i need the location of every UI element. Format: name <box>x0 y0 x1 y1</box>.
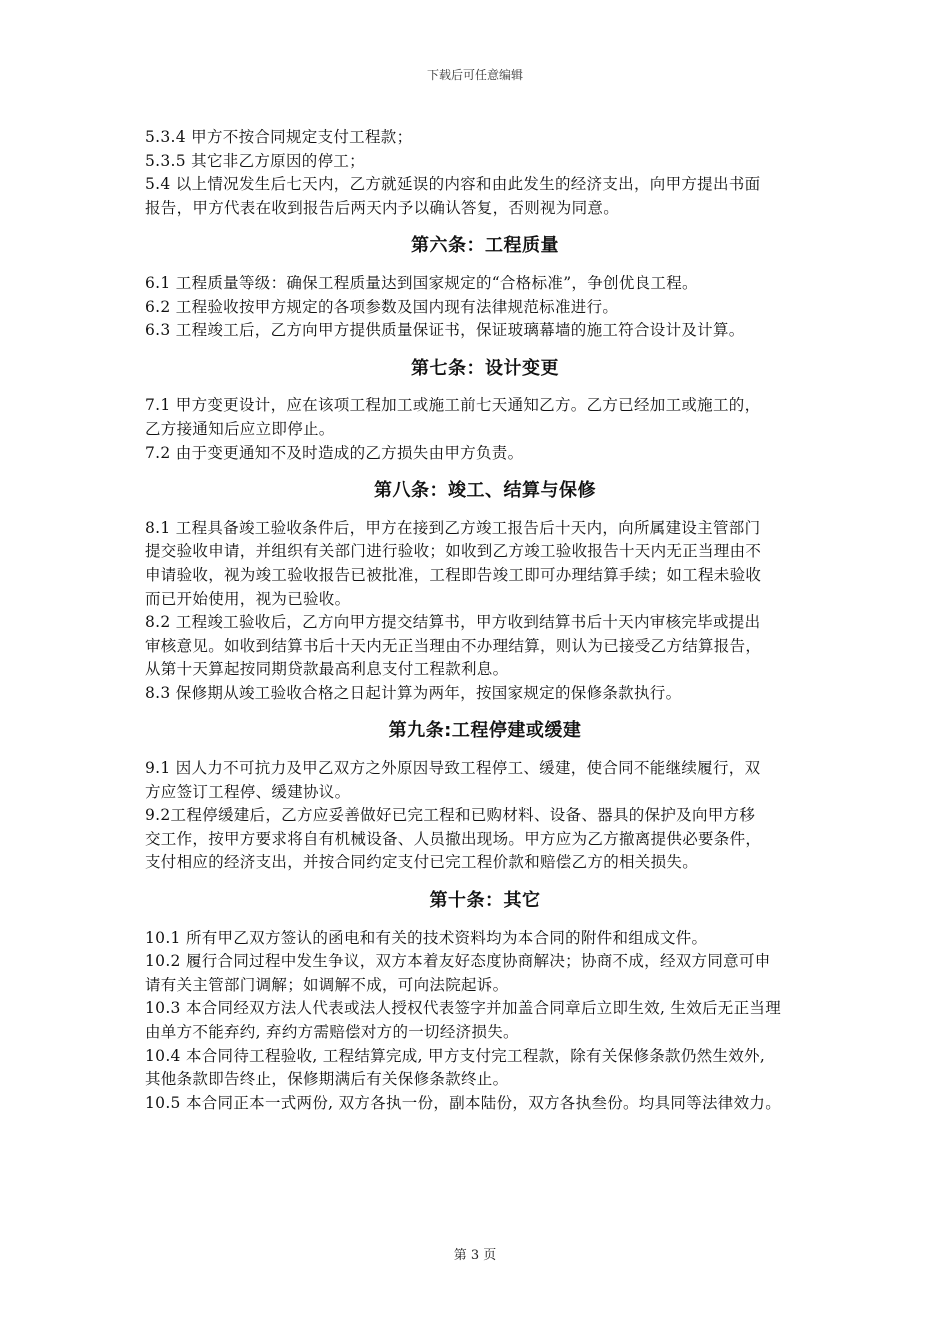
section-9 <box>145 719 825 875</box>
clause-line: 6.2 工程验收按甲方规定的各项参数及国内现有法律规范标准进行。 <box>145 297 619 316</box>
section-6 <box>145 234 825 342</box>
clause-line: 其他条款即告终止，保修期满后有关保修条款终止。 <box>145 1070 509 1089</box>
section-title: 第七条：设计变更 <box>411 357 559 379</box>
clause-line: 10.4 本合同待工程验收, 工程结算完成, 甲方支付完工程款，除有关保修条款仍然生效外, <box>145 1046 766 1065</box>
clause-line: 交工作，按甲方要求将自有机械设备、人员撤出现场。甲方应为乙方撤离提供必要条件， <box>145 829 762 848</box>
clause-line: 请有关主管部门调解；如调解不成，可向法院起诉。 <box>145 975 509 994</box>
clause-line: 6.3 工程竣工后，乙方向甲方提供质量保证书，保证玻璃幕墙的施工符合设计及计算。 <box>145 321 745 340</box>
clause-line: 而已开始使用，视为已验收。 <box>145 589 351 608</box>
section-title: 第六条：工程质量 <box>411 235 559 257</box>
clause-line: 9.2工程停缓建后，乙方应妥善做好已完工程和已购材料、设备、器具的保护及向甲方移 <box>145 806 756 825</box>
section-title: 第八条：竣工、结算与保修 <box>374 480 596 502</box>
section-5-continuation <box>145 126 825 220</box>
clause-line: 5.4 以上情况发生后七天内，乙方就延误的内容和由此发生的经济支出，向甲方提出书面 <box>145 175 761 194</box>
section-7 <box>145 357 825 465</box>
clause-line: 乙方接通知后应立即停止。 <box>145 419 335 438</box>
clause-line: 审核意见。如收到结算书后十天内无正当理由不办理结算，则认为已接受乙方结算报告， <box>145 636 762 655</box>
clause-line: 从第十天算起按同期贷款最高利息支付工程款利息。 <box>145 660 509 679</box>
clause-line: 申请验收，视为竣工验收报告已被批准，工程即告竣工即可办理结算手续；如工程未验收 <box>145 565 762 584</box>
clause-line: 6.1 工程质量等级：确保工程质量达到国家规定的“合格标准”，争创优良工程。 <box>145 273 698 292</box>
clause-line: 10.1 所有甲乙双方签认的函电和有关的技术资料均为本合同的附件和组成文件。 <box>145 928 708 947</box>
page-number: 第 3 页 <box>453 1248 497 1263</box>
clause-line: 8.1 工程具备竣工验收条件后，甲方在接到乙方竣工报告后十天内，向所属建设主管部门 <box>145 518 761 537</box>
clause-line: 7.1 甲方变更设计，应在该项工程加工或施工前七天通知乙方。乙方已经加工或施工的， <box>145 396 761 415</box>
clause-line: 由单方不能弃约, 弃约方需赔偿对方的一切经济损失。 <box>145 1023 519 1041</box>
clause-line: 10.2 履行合同过程中发生争议，双方本着友好态度协商解决；协商不成，经双方同意可申 <box>145 952 771 971</box>
clause-line: 10.3 本合同经双方法人代表或法人授权代表签字并加盖合同章后立即生效, 生效后无正当理 <box>145 999 781 1018</box>
clause-line: 5.3.5 其它非乙方原因的停工； <box>145 151 365 170</box>
section-title: 第九条:工程停建或缓建 <box>388 720 582 742</box>
clause-line: 9.1 因人力不可抗力及甲乙双方之外原因导致工程停工、缓建，使合同不能继续履行，双 <box>145 759 761 778</box>
clause-line: 8.2 工程竣工验收后，乙方向甲方提交结算书，甲方收到结算书后十天内审核完毕或提出 <box>145 613 761 632</box>
section-8 <box>145 479 825 705</box>
section-10 <box>145 889 825 1115</box>
clause-line: 支付相应的经济支出，并按合同约定支付已完工程价款和赔偿乙方的相关损失。 <box>145 853 699 872</box>
clause-line: 方应签订工程停、缓建协议。 <box>145 782 351 801</box>
section-title: 第十条：其它 <box>429 890 541 912</box>
clause-line: 7.2 由于变更通知不及时造成的乙方损失由甲方负责。 <box>145 443 524 462</box>
clause-line: 10.5 本合同正本一式两份, 双方各执一份，副本陆份，双方各执叁份。均具同等法律效力。 <box>145 1093 781 1112</box>
clause-line: 提交验收申请，并组织有关部门进行验收；如收到乙方竣工验收报告十天内无正当理由不 <box>145 542 762 561</box>
clause-line: 报告，甲方代表在收到报告后两天内予以确认答复，否则视为同意。 <box>145 198 620 217</box>
clause-line: 5.3.4 甲方不按合同规定支付工程款； <box>145 128 413 146</box>
clause-line: 8.3 保修期从竣工验收合格之日起计算为两年，按国家规定的保修条款执行。 <box>145 683 682 702</box>
document-body <box>145 126 825 1115</box>
page-header: 下载后可任意编辑 <box>426 68 523 82</box>
